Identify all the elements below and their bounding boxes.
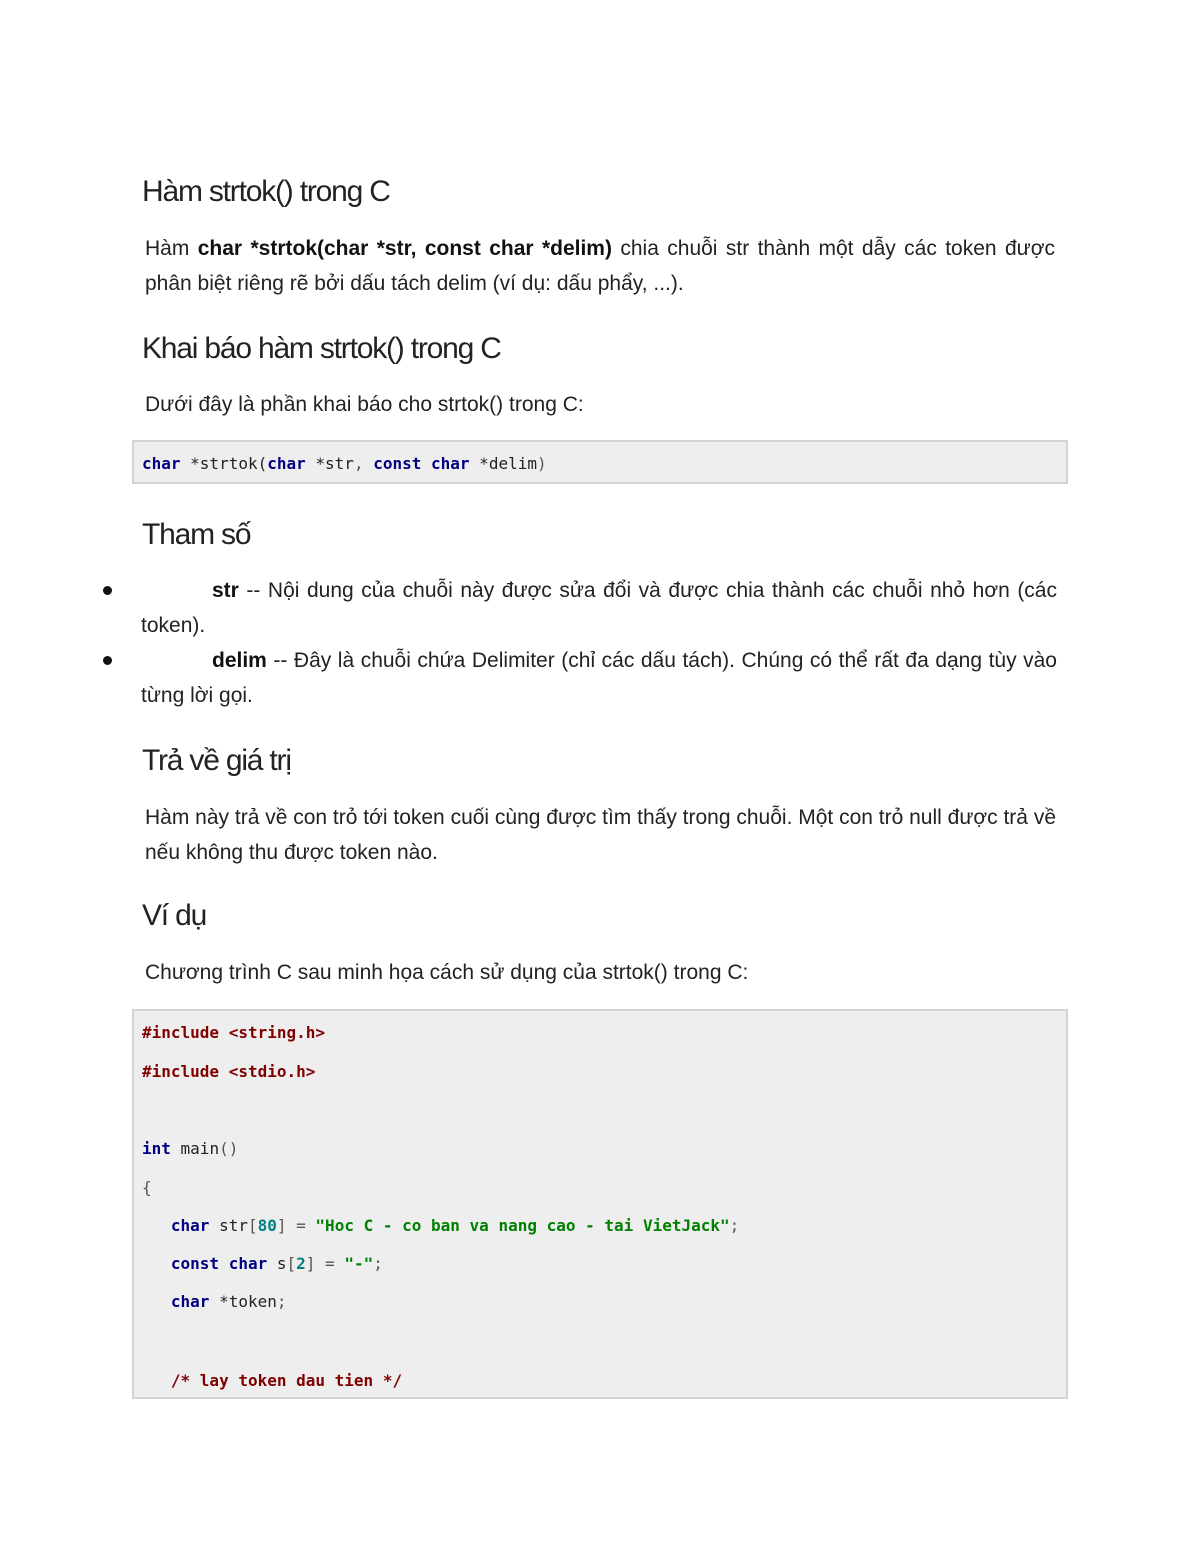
code-token: *str: [305, 454, 354, 473]
code-token: 2: [296, 1254, 306, 1273]
code-token: =: [286, 1216, 316, 1235]
declaration-code-line: [142, 454, 547, 473]
code-token: 80: [257, 1216, 277, 1235]
code-token: ): [536, 454, 547, 473]
code-line: [142, 1062, 315, 1081]
code-line: [142, 1023, 325, 1042]
heading-parameters: Tham số: [142, 518, 251, 551]
intro-suffix: chia chuỗi str thành một dẫy các token được phân biệt riêng rẽ bởi dấu tách delim (ví dụ: dấu phẩy, ...).: [145, 237, 1055, 295]
code-token: <string.h>: [219, 1023, 326, 1042]
return-paragraph: Hàm này trả về con trỏ tới token cuối cùng được tìm thấy trong chuỗi. Một con trỏ null được trả về nếu không thu được token nào.: [145, 806, 1056, 864]
code-token: ,: [353, 454, 374, 473]
code-token: ;: [276, 1292, 287, 1311]
example-code-block: [132, 1009, 1068, 1399]
code-token: char: [228, 1254, 268, 1273]
code-token: {: [142, 1178, 152, 1197]
code-token: [: [286, 1254, 297, 1273]
param-term: delim: [212, 649, 267, 672]
code-line: [142, 1371, 402, 1390]
code-token: "Hoc C - co ban va nang cao - tai VietJack": [315, 1216, 730, 1235]
code-token: int: [142, 1139, 171, 1158]
declaration-code-block: [132, 440, 1068, 484]
code-token: "-": [344, 1254, 374, 1273]
heading-strtok-function: Hàm strtok() trong C: [142, 175, 390, 208]
code-token: #include: [142, 1062, 220, 1081]
code-line: [142, 1254, 383, 1273]
code-token: *token: [209, 1292, 277, 1311]
code-token: char: [431, 454, 470, 473]
code-line: [142, 1178, 152, 1197]
code-token: <stdio.h>: [219, 1062, 316, 1081]
code-token: char: [142, 1292, 210, 1311]
code-token: #include: [142, 1023, 220, 1042]
heading-return-value: Trả về giá trị: [142, 744, 291, 777]
code-token: [421, 454, 431, 473]
bullet-icon: [103, 586, 112, 595]
code-token: /* lay token dau tien */: [142, 1371, 403, 1390]
code-line: [142, 1139, 238, 1158]
param-term: str: [212, 579, 239, 602]
code-token: *delim: [469, 454, 537, 473]
code-token: (): [219, 1139, 239, 1158]
param-desc: -- Đây là chuỗi chứa Delimiter (chỉ các dấu tách). Chúng có thể rất đa dạng tùy vào từng lời gọi.: [141, 649, 1057, 707]
code-token: str: [209, 1216, 248, 1235]
declaration-paragraph: Dưới đây là phần khai báo cho strtok() trong C:: [145, 393, 584, 416]
code-token: ;: [373, 1254, 383, 1273]
code-token: ]: [276, 1216, 287, 1235]
bullet-icon: [103, 656, 112, 665]
code-token: [: [247, 1216, 258, 1235]
code-token: char: [142, 454, 181, 473]
code-token: =: [315, 1254, 345, 1273]
code-token: *strtok(: [180, 454, 268, 473]
code-token: main: [170, 1139, 220, 1158]
param-item-str: [141, 573, 1057, 643]
code-token: const: [142, 1254, 220, 1273]
param-item-delim: [141, 643, 1057, 713]
code-token: ]: [305, 1254, 316, 1273]
code-token: const: [373, 454, 422, 473]
intro-signature: char *strtok(char *str, const char *delim): [197, 237, 612, 260]
intro-prefix: Hàm: [145, 237, 198, 260]
intro-paragraph: [145, 231, 1055, 301]
code-token: char: [142, 1216, 210, 1235]
heading-example: Ví dụ: [142, 899, 207, 932]
code-line: [142, 1216, 739, 1235]
heading-declaration: Khai báo hàm strtok() trong C: [142, 332, 501, 365]
code-line: [142, 1292, 287, 1311]
code-token: char: [267, 454, 306, 473]
param-desc: -- Nội dung của chuỗi này được sửa đổi và được chia thành các chuỗi nhỏ hơn (các token).: [141, 579, 1057, 637]
example-paragraph: Chương trình C sau minh họa cách sử dụng của strtok() trong C:: [145, 961, 749, 984]
code-token: [219, 1254, 229, 1273]
code-token: ;: [729, 1216, 740, 1235]
code-token: s: [267, 1254, 287, 1273]
